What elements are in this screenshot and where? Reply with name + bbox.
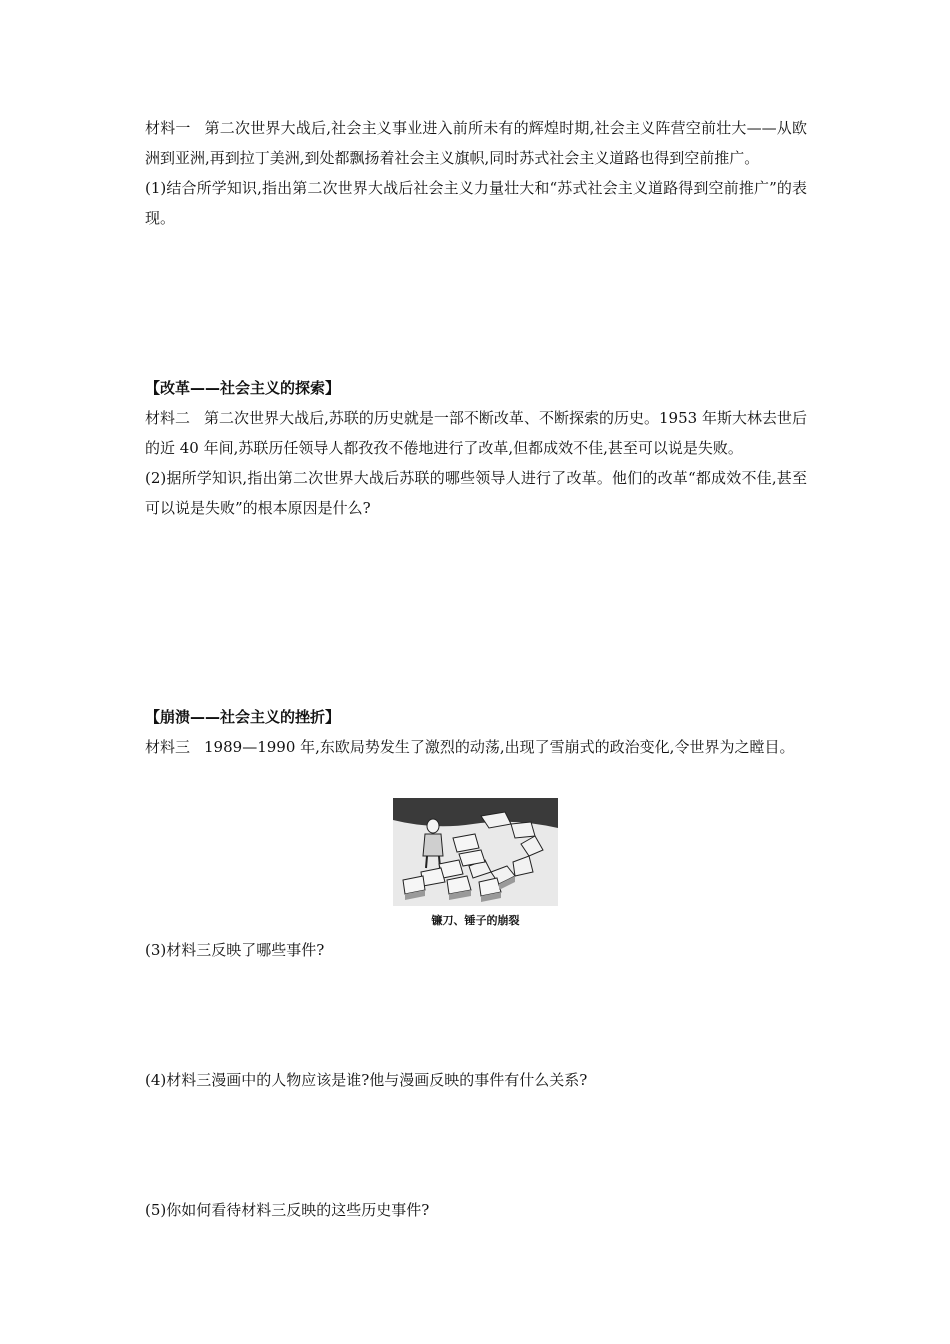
question-4: (4)材料三漫画中的人物应该是谁?他与漫画反映的事件有什么关系? xyxy=(145,1071,588,1089)
material-three-paragraph xyxy=(145,732,807,762)
material-three-label: 材料三 xyxy=(145,738,191,756)
material-one-block xyxy=(145,113,807,233)
material-two-block xyxy=(145,403,807,523)
section-heading-reform: 【改革——社会主义的探索】 xyxy=(145,379,341,397)
cartoon-figure xyxy=(393,798,558,906)
material-three-text: 1989—1990 年,东欧局势发生了激烈的动荡,出现了雪崩式的政治变化,令世界为之瞠目。 xyxy=(204,738,795,756)
material-two-paragraph xyxy=(145,403,807,463)
material-one-text: 第二次世界大战后,社会主义事业进入前所未有的辉煌时期,社会主义阵营空前壮大——从欧洲到亚洲,再到拉丁美洲,到处都飘扬着社会主义旗帜,同时苏式社会主义道路也得到空前推广。 xyxy=(145,119,807,167)
material-two-label: 材料二 xyxy=(145,409,191,427)
question-4-block xyxy=(145,1065,807,1095)
question-5: (5)你如何看待材料三反映的这些历史事件? xyxy=(145,1201,430,1219)
material-one-label: 材料一 xyxy=(145,119,191,137)
material-one-paragraph xyxy=(145,113,807,173)
question-5-block xyxy=(145,1195,807,1225)
question-1: (1)结合所学知识,指出第二次世界大战后社会主义力量壮大和“苏式社会主义道路得到空前推广”的表现。 xyxy=(145,179,807,227)
question-2: (2)据所学知识,指出第二次世界大战后苏联的哪些领导人进行了改革。他们的改革“都成效不佳,甚至可以说是失败”的根本原因是什么? xyxy=(145,469,807,517)
figure-caption: 镰刀、锤子的崩裂 xyxy=(431,914,520,927)
material-two-text: 第二次世界大战后,苏联的历史就是一部不断改革、不断探索的历史。1953 年斯大林去世后的近 40 年间,苏联历任领导人都孜孜不倦地进行了改革,但都成效不佳,甚至可以说是失败。 xyxy=(145,409,807,457)
question-3-block xyxy=(145,935,807,965)
section-heading-collapse: 【崩溃——社会主义的挫折】 xyxy=(145,708,341,726)
question-3: (3)材料三反映了哪些事件? xyxy=(145,941,325,959)
hammer-sickle-cartoon xyxy=(393,798,558,906)
material-three-block xyxy=(145,732,807,762)
